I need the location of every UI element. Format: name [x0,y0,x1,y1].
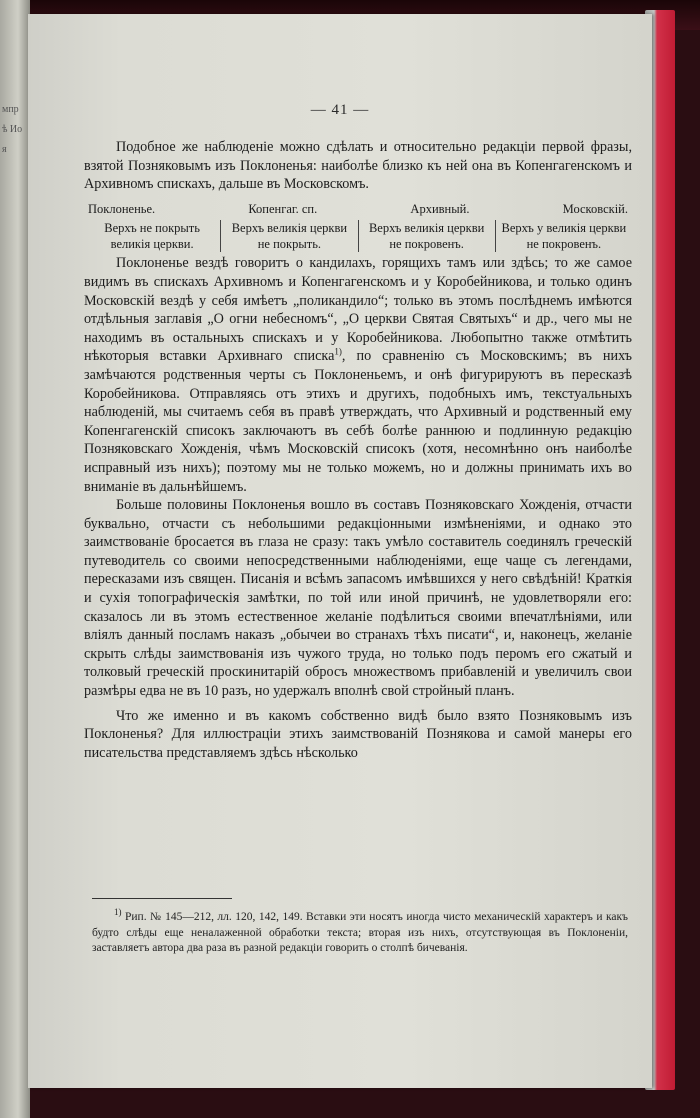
paragraph-3: Больше половины Поклоненья вошло въ составъ Позняковскаго Хожденія, отчасти буквально, отчасти съ небольшими редакціонными измѣненіями, и однако это заимствованіе бросается въ глаза не сразу: такъ умѣло составитель соединялъ греческій путеводитель со своими непосредственными наблюденіями, еще чаще съ легендами, пересказами изъ священ. Писанія и всѣмъ запасомъ имѣвшихся у него свѣдѣній! Краткія и сухія топографическія замѣтки, по той или иной причинѣ, не удовлетворяли его: сказалось ли въ этомъ естественное желаніе подѣлиться своими впечатлѣніями, или вліялъ данный посламъ наказъ „обычеи во странахъ тѣхъ писати“, и, наконецъ, желаніе скрыть слѣды заимствованія изъ чужого труда, но только подъ перомъ его сжатый и толковый греческій проскинитарій обросъ множествомъ прибавленій и увеличилъ свои размѣры едва не въ 10 разъ, но удержалъ вполнѣ свой стройный планъ. [84,497,632,700]
body-text [84,138,632,762]
comparison-headers [84,200,632,219]
column-header: Копенгаг. сп. [248,201,318,216]
comparison-cell: Верхъ не покрыть великія церкви. [104,221,200,252]
footnote-reference: 1) [334,346,342,357]
comparison-table [84,220,632,252]
footnote-number: 1) [114,907,122,918]
left-page-fragment: мпр ѣ Иоя [2,104,23,155]
column-header: Московскій. [562,201,628,216]
footnote [92,907,629,957]
book-page [28,14,652,1088]
footnote-divider [92,898,232,899]
column-header: Поклоненье. [88,201,156,216]
footnote-paragraph [92,907,629,957]
paragraph-2-part-b: , по сравненію съ Московскимъ; въ нихъ замѣчаются родственныя черты съ Поклоненьемъ, и онѣ фигурируютъ въ пересказѣ Коробейникова. Отправляясь отъ этихъ и другихъ, подобныхъ имъ, текстуальныхъ наблюденій, мы считаемъ себя въ правѣ утверждать, что Архивный и родственный ему Копенгагенскій списокъ заключаютъ въ себѣ болѣе раннюю и подлинную редакцію Позняковскаго Хожденія, чѣмъ Московскій списокъ (хотя, несомнѣнно онъ наиболѣе исправный изъ нихъ); поэтому мы не только можемъ, но и должны принимать ихъ во вниманіе въ дальнѣйшемъ. [84,348,632,495]
comparison-cell: Верхъ великія церкви не покрыть. [220,220,357,252]
left-page-edge [0,0,30,1118]
paragraph-2 [84,254,632,496]
footnote-text: Рип. № 145—212, лл. 120, 142, 149. Вставки эти носятъ иногда чисто механическій характеръ и какъ будто слѣды еще неналаженной обработки текста; вторая изъ нихъ, отсутствующая въ Поклоненіи, заставляетъ автора два раза въ разной редакціи говорить о столпѣ бичеванія. [92,911,629,954]
paragraph-1: Подобное же наблюденіе можно сдѣлать и относительно редакціи первой фразы, взятой Позняковымъ изъ Поклоненья: наиболѣе близко къ ней она въ Копенгагенскомъ и Архивномъ спискахъ, дальше въ Московскомъ. [84,139,632,193]
comparison-cell: Верхъ у великія церкви не покровенъ. [495,220,632,252]
column-header: Архивный. [410,201,470,216]
comparison-cell: Верхъ великія церкви не покровенъ. [358,220,495,252]
paragraph-2-part-a: Поклоненье вездѣ говоритъ о кандилахъ, горящихъ тамъ или здѣсь; то же самое видимъ въ спискахъ Архивномъ и Копенгагенскомъ и у Коробейникова, и только одинъ Московскій вездѣ у себя имѣетъ „поликандило“; только въ этомъ послѣднемъ имѣются отдѣльныя заглавія „О огни небесномъ“, „О церкви Святая Святыхъ“ и др., чего мы не находимъ въ остальныхъ спискахъ и у Коробейникова. Любопытно также отмѣтить нѣкоторыя вставки Архивнаго списка [84,255,632,365]
page-number: — 41 — [310,102,370,118]
paragraph-4: Что же именно и въ какомъ собственно видѣ было взято Позняковымъ изъ Поклоненья? Для иллюстраціи этихъ заимствованій Познякова и самой манеры его писательства представляемъ здѣсь нѣсколько [84,707,632,761]
